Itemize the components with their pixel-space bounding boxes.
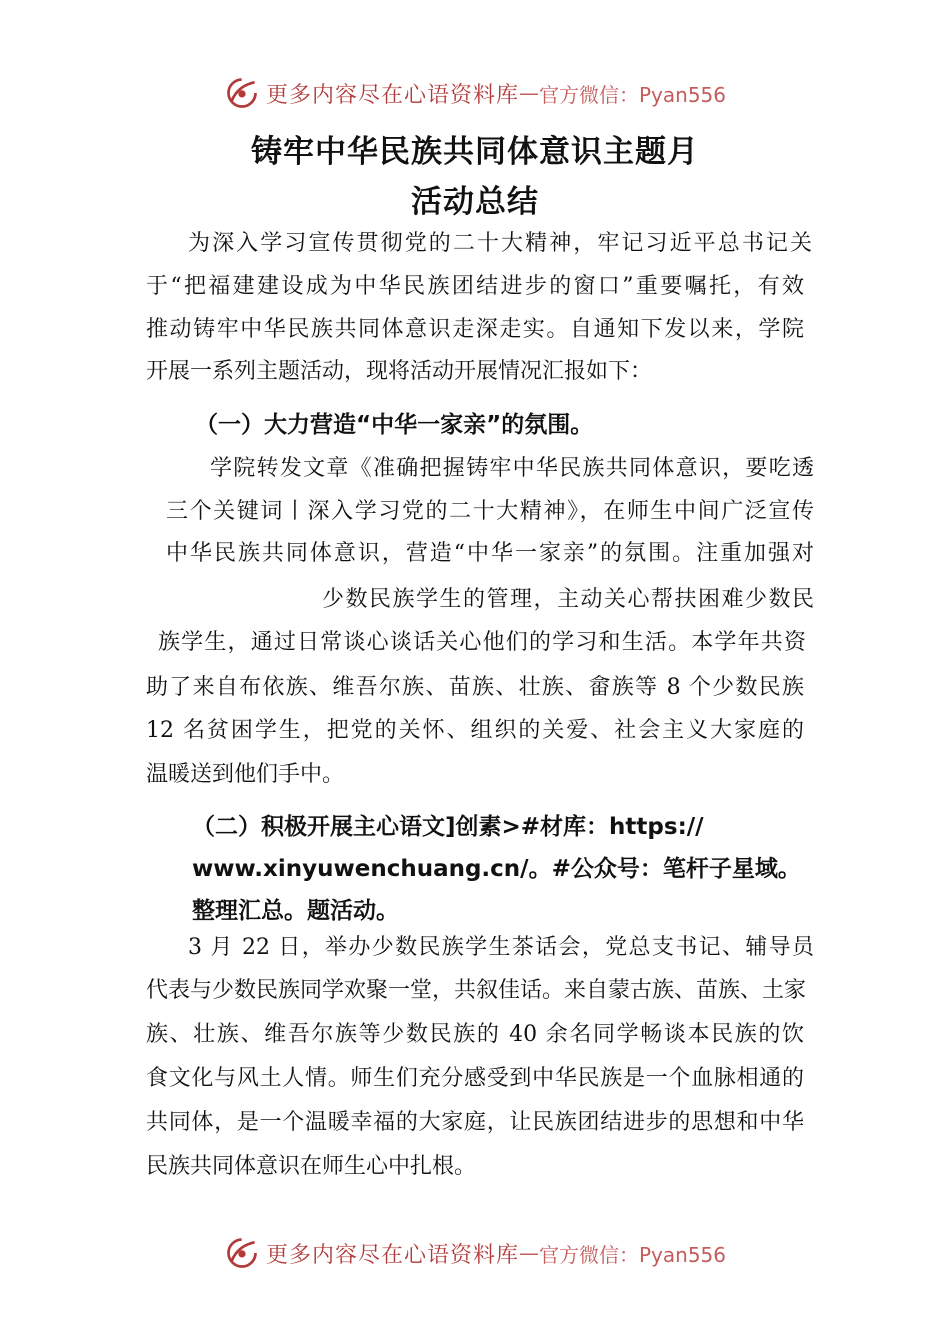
section2-line: 食文化与风土人情。师生们充分感受到中华民族是一个血脉相通的	[146, 1066, 804, 1091]
document-title-line2: 活动总结	[411, 184, 539, 220]
section2-heading-line: 整理汇总。题活动。	[192, 898, 399, 924]
intro-line: 于“把福建建设成为中华民族团结进步的窗口”重要嘱托，有效	[146, 274, 804, 299]
watermark-wechat: 官方微信：Pyan556	[539, 1242, 727, 1267]
section1-line: 中华民族共同体意识，营造“中华一家亲”的氛围。注重加强对	[166, 541, 814, 566]
watermark-banner-top	[0, 73, 950, 113]
swirl-logo-icon	[224, 75, 260, 111]
section2-heading-line: www.xinyuwenchuang.cn/。#公众号：笔杆子星域。	[192, 856, 801, 882]
section2-line: 代表与少数民族同学欢聚一堂，共叙佳话。来自蒙古族、苗族、土家	[146, 978, 807, 1003]
section1-heading: （一）大力营造“中华一家亲”的氛围。	[195, 412, 594, 438]
document-title-line1: 铸牢中华民族共同体意识主题月	[251, 134, 699, 170]
intro-line: 开展一系列主题活动，现将活动开展情况汇报如下：	[146, 359, 653, 384]
section1-line: 学院转发文章《准确把握铸牢中华民族共同体意识，要吃透	[210, 456, 814, 481]
intro-line: 为深入学习宣传贯彻党的二十大精神，牢记习近平总书记关	[188, 231, 812, 256]
section1-line: 族学生，通过日常谈心谈话关心他们的学习和生活。本学年共资	[158, 630, 806, 655]
watermark-separator: —	[519, 81, 539, 105]
swirl-logo-icon	[224, 1235, 260, 1271]
section2-line: 族、壮族、维吾尔族等少数民族的 40 余名同学畅谈本民族的饮	[146, 1022, 804, 1047]
watermark-banner-bottom	[0, 1233, 950, 1273]
intro-line: 推动铸牢中华民族共同体意识走深走实。自通知下发以来，学院	[146, 317, 804, 342]
watermark-separator: —	[519, 1241, 539, 1265]
section2-heading-line: （二）积极开展主心语文]创素>#材库：https://	[192, 814, 704, 840]
section1-line: 少数民族学生的管理，主动关心帮扶困难少数民	[322, 587, 814, 612]
section2-line: 共同体，是一个温暖幸福的大家庭，让民族团结进步的思想和中华	[146, 1110, 804, 1135]
section1-line: 助了来自布依族、维吾尔族、苗族、壮族、畲族等 8 个少数民族	[146, 675, 804, 700]
watermark-wechat: 官方微信：Pyan556	[539, 82, 727, 107]
watermark-text: 更多内容尽在心语资料库	[265, 1242, 519, 1268]
section2-line: 民族共同体意识在师生心中扎根。	[146, 1154, 477, 1179]
section1-line: 12 名贫困学生，把党的关怀、组织的关爱、社会主义大家庭的	[146, 718, 804, 743]
section1-line: 温暖送到他们手中。	[146, 762, 345, 787]
watermark-text: 更多内容尽在心语资料库	[265, 82, 519, 108]
section2-line: 3 月 22 日，举办少数民族学生茶话会，党总支书记、辅导员	[188, 935, 814, 960]
section1-line: 三个关键词丨深入学习党的二十大精神》，在师生中间广泛宣传	[166, 499, 814, 524]
